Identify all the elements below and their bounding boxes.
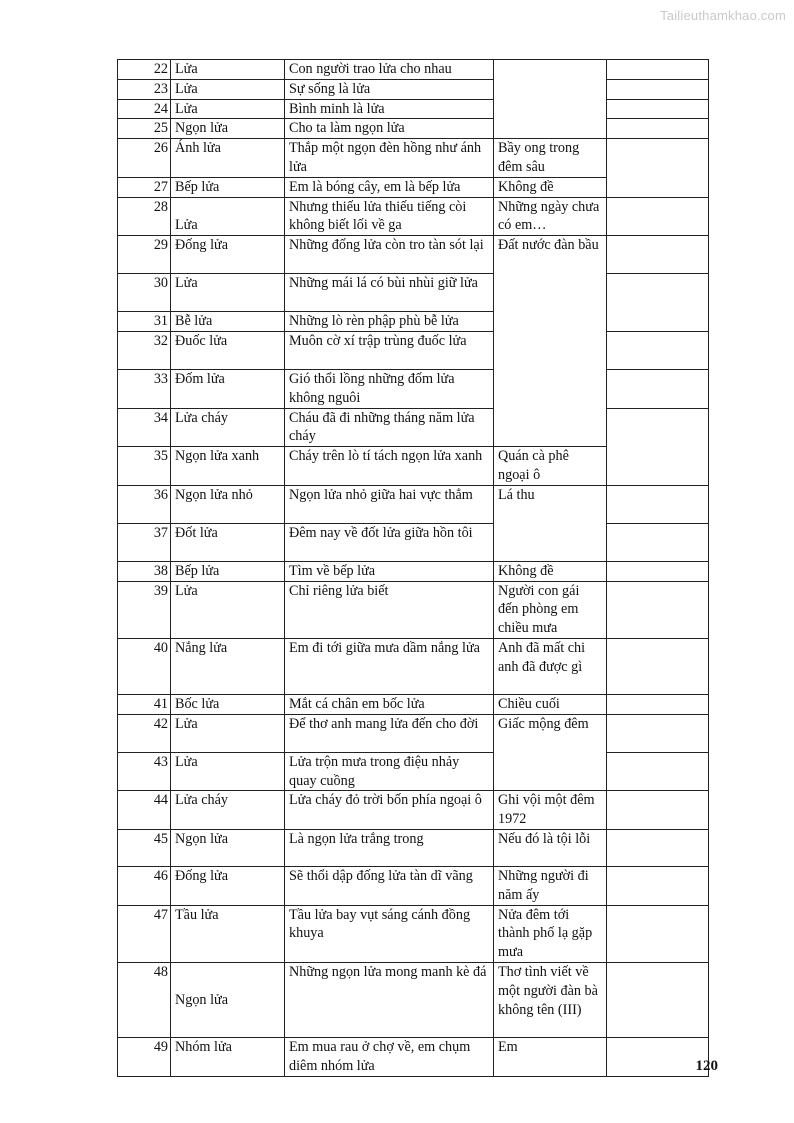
verse-line: Muôn cờ xí trập trùng đuốc lửa: [285, 331, 494, 369]
poem-title: Không đề: [494, 177, 607, 197]
fire-word-table: [117, 59, 709, 1077]
empty-cell: [607, 791, 709, 830]
verse-line: Mắt cá chân em bốc lửa: [285, 694, 494, 714]
poem-title: Ghi vội một đêm 1972: [494, 791, 607, 830]
watermark: Tailieuthamkhao.com: [660, 8, 786, 23]
row-number: 33: [118, 369, 171, 408]
poem-title: Thơ tình viết về một người đàn bà không tên (III): [494, 962, 607, 1037]
fire-word: Nhóm lửa: [171, 1037, 285, 1076]
poem-title: Chiều cuối: [494, 694, 607, 714]
table-row: [118, 905, 709, 962]
verse-line: Những mái lá có bùi nhùi giữ lửa: [285, 274, 494, 312]
empty-cell: [607, 485, 709, 523]
empty-cell: [607, 829, 709, 866]
table-row: [118, 119, 709, 139]
empty-cell: [607, 369, 709, 408]
table-row: [118, 694, 709, 714]
empty-cell: [607, 714, 709, 752]
verse-line: Những đống lửa còn tro tàn sót lại: [285, 236, 494, 274]
table-row: [118, 236, 709, 274]
fire-word: Ánh lửa: [171, 139, 285, 178]
empty-cell: [607, 99, 709, 119]
page-number: 120: [695, 1058, 718, 1074]
fire-word: Lửa: [171, 60, 285, 80]
verse-line: Những ngọn lửa mong manh kè đá: [285, 962, 494, 1037]
table-row: [118, 60, 709, 80]
empty-cell: [607, 962, 709, 1037]
empty-cell: [607, 274, 709, 332]
row-number: 24: [118, 99, 171, 119]
table-row: [118, 829, 709, 866]
row-number: 49: [118, 1037, 171, 1076]
table-row: [118, 962, 709, 1037]
empty-cell: [607, 236, 709, 274]
empty-cell: [607, 1037, 709, 1076]
fire-word: Đốt lửa: [171, 523, 285, 561]
empty-cell: [607, 561, 709, 581]
row-number: 32: [118, 331, 171, 369]
verse-line: Sự sống là lửa: [285, 79, 494, 99]
verse-line: Lửa trộn mưa trong điệu nhảy quay cuồng: [285, 752, 494, 791]
fire-word: Đống lửa: [171, 236, 285, 274]
verse-line: Cho ta làm ngọn lửa: [285, 119, 494, 139]
row-number: 47: [118, 905, 171, 962]
row-number: 38: [118, 561, 171, 581]
row-number: 34: [118, 408, 171, 447]
table-row: [118, 99, 709, 119]
fire-word: Tầu lửa: [171, 905, 285, 962]
table-row: [118, 791, 709, 830]
poem-title: Nếu đó là tội lỗi: [494, 829, 607, 866]
verse-line: Cháy trên lò tí tách ngọn lửa xanh: [285, 447, 494, 486]
fire-word: Lửa cháy: [171, 791, 285, 830]
table-row: [118, 1037, 709, 1076]
row-number: 40: [118, 638, 171, 694]
empty-cell: [607, 694, 709, 714]
row-number: 30: [118, 274, 171, 312]
empty-cell: [607, 905, 709, 962]
table-row: [118, 561, 709, 581]
fire-word: Ngọn lửa: [171, 829, 285, 866]
fire-word: Đống lửa: [171, 866, 285, 905]
poem-title: Em: [494, 1037, 607, 1076]
fire-word: Bếp lửa: [171, 177, 285, 197]
row-number: 35: [118, 447, 171, 486]
row-number: 29: [118, 236, 171, 274]
table-row: [118, 139, 709, 178]
fire-word: Đốm lửa: [171, 369, 285, 408]
poem-title: Bầy ong trong đêm sâu: [494, 139, 607, 178]
verse-line: Thắp một ngọn đèn hồng như ánh lửa: [285, 139, 494, 178]
table-row: [118, 408, 709, 447]
fire-word: Lửa: [171, 581, 285, 638]
fire-word: Lửa: [171, 79, 285, 99]
verse-line: Em mua rau ở chợ về, em chụm diêm nhóm lửa: [285, 1037, 494, 1076]
empty-cell: [607, 752, 709, 791]
verse-line: Cháu đã đi những tháng năm lửa cháy: [285, 408, 494, 447]
row-number: 28: [118, 197, 171, 236]
row-number: 26: [118, 139, 171, 178]
verse-line: Những lò rèn phập phù bễ lửa: [285, 312, 494, 332]
empty-cell: [607, 638, 709, 694]
verse-line: Gió thổi lồng những đốm lửa không nguôi: [285, 369, 494, 408]
poem-title: Những người đi năm ấy: [494, 866, 607, 905]
table-row: [118, 331, 709, 369]
fire-word: Lửa: [171, 99, 285, 119]
table-row: [118, 581, 709, 638]
row-number: 39: [118, 581, 171, 638]
fire-word: Ngọn lửa: [171, 962, 285, 1037]
verse-line: Ngọn lửa nhỏ giữa hai vực thẳm: [285, 485, 494, 523]
verse-line: Tầu lửa bay vụt sáng cánh đồng khuya: [285, 905, 494, 962]
table-row: [118, 714, 709, 752]
empty-cell: [607, 139, 709, 197]
fire-word: Ngọn lửa xanh: [171, 447, 285, 486]
fire-word: Đuốc lửa: [171, 331, 285, 369]
row-number: 41: [118, 694, 171, 714]
empty-cell: [607, 119, 709, 139]
table-body: [118, 60, 709, 1077]
verse-line: Em đi tới giữa mưa dầm nắng lửa: [285, 638, 494, 694]
row-number: 31: [118, 312, 171, 332]
poem-title: Đất nước đàn bầu: [494, 236, 607, 447]
empty-cell: [607, 197, 709, 236]
poem-title: [494, 60, 607, 139]
fire-word: Ngọn lửa nhỏ: [171, 485, 285, 523]
fire-word: Bốc lửa: [171, 694, 285, 714]
table-row: [118, 752, 709, 791]
verse-line: Con người trao lửa cho nhau: [285, 60, 494, 80]
fire-word: Lửa: [171, 197, 285, 236]
table-row: [118, 866, 709, 905]
row-number: 48: [118, 962, 171, 1037]
verse-line: Lửa cháy đỏ trời bốn phía ngoại ô: [285, 791, 494, 830]
verse-line: Để thơ anh mang lửa đến cho đời: [285, 714, 494, 752]
empty-cell: [607, 523, 709, 561]
empty-cell: [607, 331, 709, 369]
empty-cell: [607, 408, 709, 485]
poem-title: Những ngày chưa có em…: [494, 197, 607, 236]
fire-word: Lửa: [171, 274, 285, 312]
poem-title: Người con gái đến phòng em chiều mưa: [494, 581, 607, 638]
poem-title: Nửa đêm tới thành phố lạ gặp mưa: [494, 905, 607, 962]
row-number: 37: [118, 523, 171, 561]
verse-line: Nhưng thiếu lửa thiếu tiếng còi không biết lối về ga: [285, 197, 494, 236]
empty-cell: [607, 581, 709, 638]
row-number: 27: [118, 177, 171, 197]
row-number: 23: [118, 79, 171, 99]
verse-line: Em là bóng cây, em là bếp lửa: [285, 177, 494, 197]
fire-word: Lửa: [171, 714, 285, 752]
poem-title: Giấc mộng đêm: [494, 714, 607, 791]
row-number: 42: [118, 714, 171, 752]
table-row: [118, 197, 709, 236]
table-row: [118, 369, 709, 408]
verse-line: Chỉ riêng lửa biết: [285, 581, 494, 638]
table-row: [118, 638, 709, 694]
fire-word: Lửa: [171, 752, 285, 791]
fire-word: Bễ lửa: [171, 312, 285, 332]
row-number: 36: [118, 485, 171, 523]
fire-word: Lửa cháy: [171, 408, 285, 447]
empty-cell: [607, 79, 709, 99]
row-number: 45: [118, 829, 171, 866]
table-row: [118, 274, 709, 312]
table-row: [118, 485, 709, 523]
verse-line: Là ngọn lửa trắng trong: [285, 829, 494, 866]
poem-title: Lá thu: [494, 485, 607, 561]
verse-line: Tìm về bếp lửa: [285, 561, 494, 581]
fire-word: Ngọn lửa: [171, 119, 285, 139]
row-number: 43: [118, 752, 171, 791]
verse-line: Đêm nay về đốt lửa giữa hồn tôi: [285, 523, 494, 561]
row-number: 22: [118, 60, 171, 80]
verse-line: Bình minh là lửa: [285, 99, 494, 119]
table-row: [118, 523, 709, 561]
table-row: [118, 79, 709, 99]
poem-title: Anh đã mất chi anh đã được gì: [494, 638, 607, 694]
fire-word: Nắng lửa: [171, 638, 285, 694]
poem-title: Không đề: [494, 561, 607, 581]
empty-cell: [607, 866, 709, 905]
row-number: 44: [118, 791, 171, 830]
row-number: 46: [118, 866, 171, 905]
empty-cell: [607, 60, 709, 80]
verse-line: Sẽ thổi dập đống lửa tàn dĩ vãng: [285, 866, 494, 905]
row-number: 25: [118, 119, 171, 139]
fire-word: Bếp lửa: [171, 561, 285, 581]
poem-title: Quán cà phê ngoại ô: [494, 447, 607, 486]
